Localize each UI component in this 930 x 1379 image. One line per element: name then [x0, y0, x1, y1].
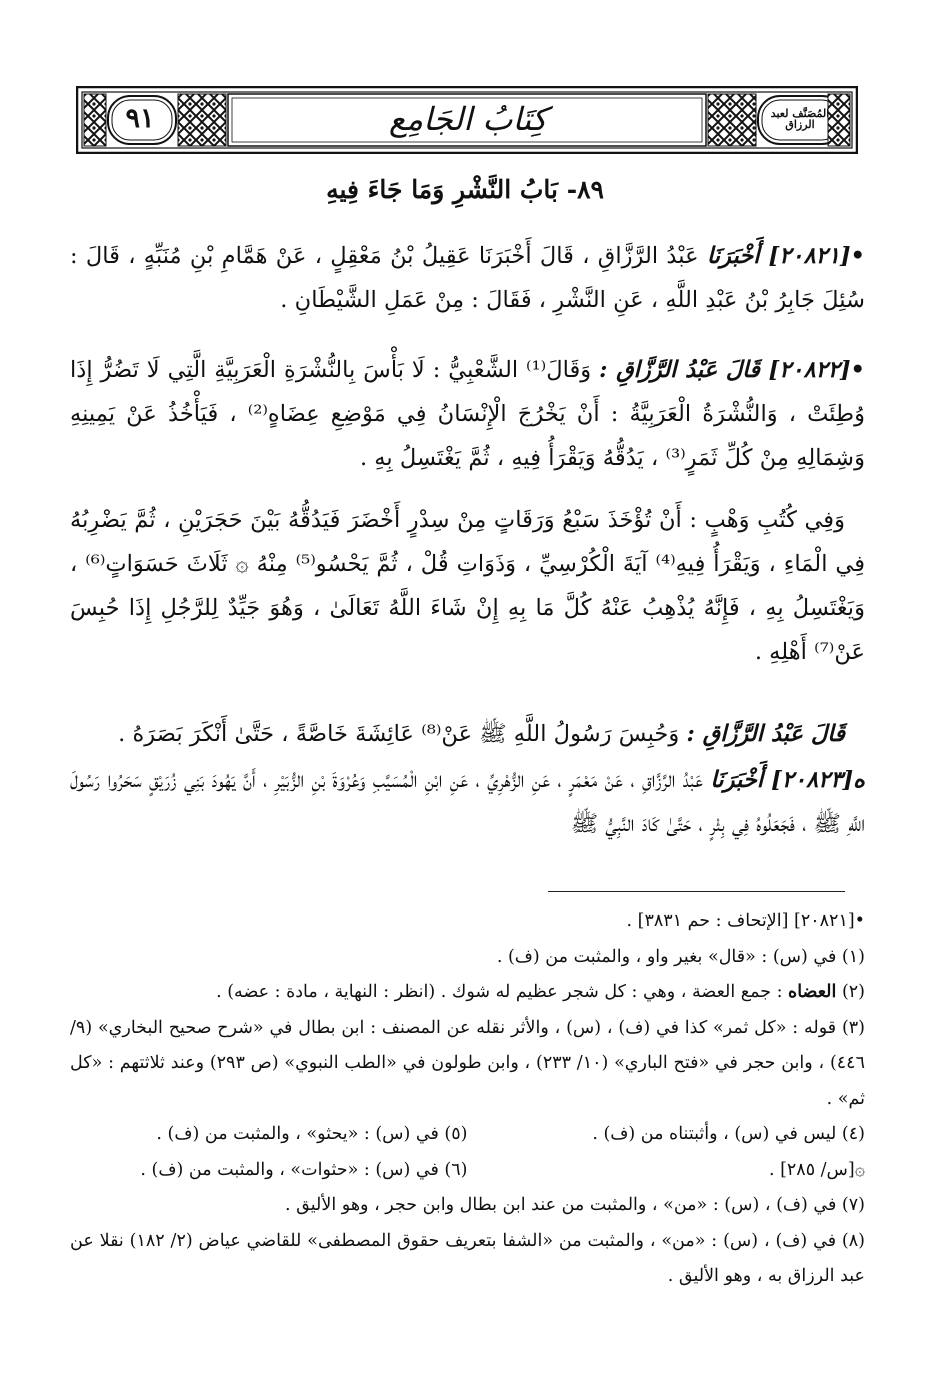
footnote-text: : جمع العضة ، وهي : كل شجر عظيم له شوك . (انظر : النهاية ، مادة : عضه) .: [216, 982, 789, 1002]
hadith-20822: [70, 348, 865, 480]
chapter-heading: ٨٩- بَابُ النَّشْرِ وَمَا جَاءَ فِيهِ: [326, 175, 604, 204]
hadith-text: وَقَالَ⁽¹⁾ الشَّعْبِيُّ : لَا بَأْسَ بِالنُّشْرَةِ الْعَرَبِيَّةِ الَّتِي لَا تَضُرُّ إِذَا وُطِئَتْ ، وَالنُّشْرَةُ الْعَرَبِيَّةُ : أَنْ يَخْرُجَ الْإِنْسَانُ فِي مَوْضِعِ عِضَاهٍ⁽²⁾ ، فَيَأْخُذُ عَنْ يَمِينِهِ وَشِمَالِهِ مِنْ كُلِّ ثَمَرٍ⁽³⁾ ، يَدُقُّهُ وَيَقْرَأُ فِيهِ ، ثُمَّ يَغْتَسِلُ بِهِ .: [70, 357, 865, 471]
hadith-text: عَبْدُ الرَّزَّاقِ ، عَنْ مَعْمَرٍ ، عَنِ الزُّهْرِيِّ ، عَنِ ابْنِ الْمُسَيَّبِ وَعُرْوَةَ بْنِ الزُّبَيْرِ ، أَنَّ يَهُودَ بَنِي زُرَيْقٍ سَحَرُوا رَسُولَ اللَّهِ ﷺ ، فَجَعَلُوهُ فِي بِئْرٍ ، حَتَّىٰ كَادَ النَّبِيُّ ﷺ: [70, 767, 865, 837]
footnote-number: (٢): [836, 982, 865, 1002]
footnote-5: (٥) في (س) : «يحثو» ، والمثبت من (ف) .: [156, 1124, 468, 1144]
footnote-marker: ۞[س/ ٢٨٥] .: [768, 1159, 865, 1180]
hadith-lead: قَالَ عَبْدُ الرَّزَّاقِ :: [686, 721, 845, 747]
wahb-paragraph: وَفِي كُتُبِ وَهْبٍ : أَنْ تُؤْخَذَ سَبْعُ وَرَقَاتٍ مِنْ سِدْرٍ أَخْضَرَ فَيَدُقُّهُ بَيْنَ حَجَرَيْنِ ، ثُمَّ يَضْرِبُهُ فِي الْمَاءِ ، وَيَقْرَأُ فِيهِ⁽⁴⁾ آيَةَ الْكُرْسِيِّ ، وَذَوَاتِ قُلْ ، ثُمَّ يَحْسُو⁽⁵⁾ مِنْهُ ۞ ثَلَاثَ حَسَوَاتٍ⁽⁶⁾ ، وَيَغْتَسِلُ بِهِ ، فَإِنَّهُ يُذْهِبُ عَنْهُ كُلَّ مَا بِهِ إِنْ شَاءَ اللَّهُ تَعَالَىٰ ، وَهُوَ جَيِّدٌ لِلرَّجُلِ إِذَا حُبِسَ عَنْ⁽⁷⁾ أَهْلِهِ .: [70, 507, 865, 665]
hadith-20823: [70, 758, 865, 846]
hadith-text: عَبْدُ الرَّزَّاقِ ، قَالَ أَخْبَرَنَا عَقِيلُ بْنُ مَعْقِلٍ ، عَنْ هَمَّامِ بْنِ مُنَبِّهٍ ، قَالَ : سُئِلَ جَابِرُ بْنُ عَبْدِ اللَّهِ ، عَنِ النَّشْرِ ، فَقَالَ : مِنْ عَمَلِ الشَّيْطَانِ .: [70, 243, 865, 313]
footnote-term: العضاه: [788, 982, 837, 1002]
hadith-lead: •[٢٠٨٢٢] قَالَ عَبْدُ الرَّزَّاقِ :: [599, 357, 865, 383]
footnote-divider: [548, 891, 845, 892]
footnotes: [70, 904, 865, 1295]
footnote-6: (٦) في (س) : «حثوات» ، والمثبت من (ف) .: [140, 1159, 468, 1180]
footnote-3: (٣) قوله : «كل ثمر» كذا في (ف) ، (س) ، والأثر نقله عن المصنف : ابن بطال في «شرح صحيح البخاري» (٩/ ٤٤٦) ، وابن حجر في «فتح الباري» (١٠/ ٢٣٣) ، وابن طولون في «الطب النبوي» (ص ٢٩٣) وعند ثلاثتهم : «كل ثم» .: [70, 1017, 865, 1109]
footnote-8: (٨) في (ف) ، (س) : «من» ، والمثبت من «الشفا بتعريف حقوق المصطفى» للقاضي عياض (٢/ ١٨٢) نقلا عن عبد الرزاق به ، وهو الأليق .: [70, 1230, 865, 1286]
book-title: كِتَابُ الجَامِع: [388, 100, 548, 138]
footnote-ithaf: •[٢٠٨٢١] [الإتحاف : حم ٣٨٣١] .: [626, 911, 865, 931]
abd-al-razzaq-note: [70, 712, 865, 756]
hadith-lead: •[٢٠٨٢١] أَخْبَرَنَا: [706, 243, 865, 269]
footnote-row-marker-6: [70, 1153, 865, 1189]
publisher-seal: المُصَنَّف لعبد الرزاق: [770, 107, 830, 131]
footnote-1: (١) في (س) : «قال» بغير واو ، والمثبت من (ف) .: [496, 946, 865, 967]
hadith-text: وَحُبِسَ رَسُولُ اللَّهِ ﷺ عَنْ⁽⁸⁾ عَائِشَةَ خَاصَّةً ، حَتَّىٰ أَنْكَرَ بَصَرَهُ .: [118, 721, 687, 747]
footnote-7: (٧) في (ف) ، (س) : «من» ، والمثبت من عند ابن بطال وابن حجر ، وهو الأليق .: [285, 1195, 865, 1215]
footnote-4: (٤) ليس في (س) ، وأثبتناه من (ف) .: [592, 1124, 865, 1144]
footnote-row-4-5: [70, 1117, 865, 1153]
hadith-lead: ه[٢٠٨٢٣] أَخْبَرَنَا: [710, 767, 865, 793]
footnote-2: [70, 975, 865, 1011]
page-number: ٩١: [125, 103, 155, 134]
hadith-20821: [70, 234, 865, 322]
